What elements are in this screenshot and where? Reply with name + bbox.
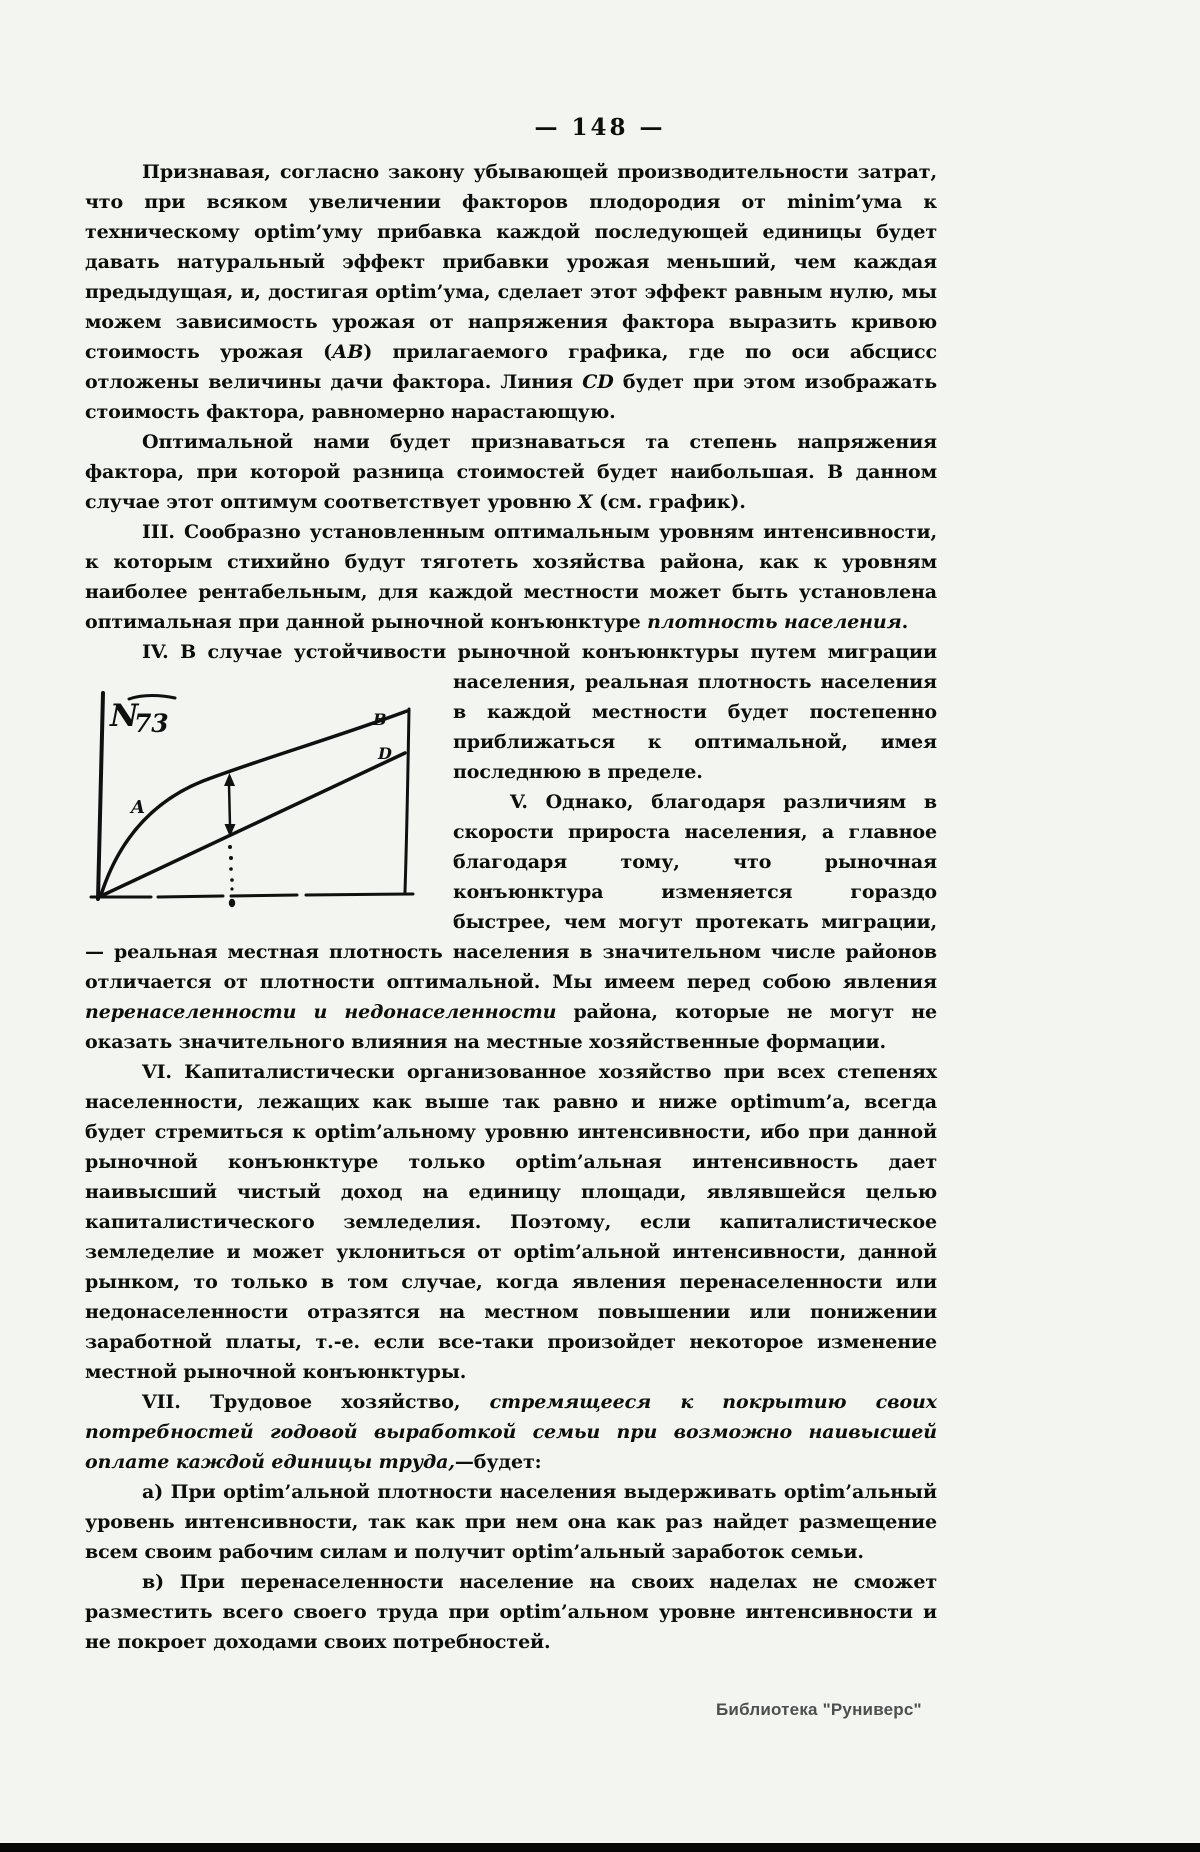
paragraph-text: района, которые не могут не оказать значительного влияния на местные хозяйственные формации. xyxy=(85,1001,937,1053)
paragraph-text: VII. Трудовое хозяйство, xyxy=(142,1391,490,1413)
text-block xyxy=(85,157,937,1657)
max-difference-arrow xyxy=(229,784,230,826)
paragraph-optimum-definition xyxy=(85,427,937,517)
figure-number-n: N xyxy=(110,698,139,734)
figure-73-svg xyxy=(85,679,417,921)
paragraph-text: Признавая, согласно закону убывающей производительности затрат, что при всяком увеличении факторов плодородия от minim’ума к техническому optim’уму прибавка каждой последующей единицы будет давать натуральный эффект прибавки урожая меньший, чем каждая предыдущая, и, достигая optim’ума, сделает этот эффект равным нулю, мы можем зависимость урожая от напряжения фактора выразить кривою стоимость урожая ( xyxy=(85,161,937,363)
paragraph-text: IV. В случае устойчивости рыночной конъюнктуры путем миграции населения, xyxy=(142,641,937,693)
figure-graph xyxy=(85,679,417,921)
paragraph-section-3 xyxy=(85,517,937,637)
paragraph-text: ) прилагаемого графика, где по оси абсцисс отложены величины дачи фактора. Линия xyxy=(85,341,937,393)
x-axis-line xyxy=(91,894,413,897)
paragraph-text: Оптимальной нами будет признаваться та степень напряжения фактора, при которой разница стоимостей будет наибольшая. В данном случае этот оптимум соответствует уровню xyxy=(85,431,937,513)
right-vertical-line xyxy=(405,709,409,892)
population-density-term: плотность населения xyxy=(647,611,902,633)
paragraph-section-7 xyxy=(85,1387,937,1477)
line-label-d: D xyxy=(378,744,392,763)
paragraph-law-of-diminishing-returns xyxy=(85,157,937,427)
cost-line-cd xyxy=(101,753,405,896)
paragraph-text: в) При перенаселенности население на своих наделах не сможет разместить всего своего труда при optim’альном уровне интенсивности и не покроет доходами своих потребностей. xyxy=(85,1571,937,1653)
x-level-reference: X xyxy=(577,491,593,513)
x-point-marker xyxy=(229,899,235,907)
dotted-line-dot xyxy=(228,845,232,849)
curve-ab-reference: АВ xyxy=(332,341,364,363)
dotted-line-dot xyxy=(229,867,233,871)
paragraph-text: —будет: xyxy=(454,1451,542,1473)
paragraph-item-b xyxy=(85,1567,937,1657)
labour-farm-definition: стремящееся к покрытию своих потребностей годовой выработкой семьи при возможно наивысшей оплате каждой единицы труда, xyxy=(85,1391,937,1473)
dotted-line-dot xyxy=(229,856,233,860)
paragraph-text: реальная плотность населения в каждой местности будет постепенно приближаться к оптимальной, имея последнюю в пределе. xyxy=(453,671,937,783)
figure-number-value: 73 xyxy=(134,709,169,738)
paragraph-text: будет при этом изображать стоимость фактора, равномерно нарастающую. xyxy=(85,371,937,423)
arrowhead-up-icon xyxy=(224,773,235,786)
over-under-population-terms: перенаселенности и недонаселенности xyxy=(85,1001,557,1023)
paragraph-text: а) При optim’альной плотности населения выдерживать optim’альный уровень интенсивности, так как при нем она как раз найдет размещение всем своим рабочим силам и получит optim’альный заработок семьи. xyxy=(85,1481,937,1563)
yield-curve-ab xyxy=(101,711,407,895)
library-watermark: Библиотека "Руниверс" xyxy=(716,1700,922,1719)
curve-label-b: B xyxy=(373,710,387,729)
paragraph-item-a xyxy=(85,1477,937,1567)
paragraph-section-6 xyxy=(85,1057,937,1387)
dotted-line-dot xyxy=(230,878,234,882)
dotted-line-dot xyxy=(230,887,233,890)
paragraph-text: . xyxy=(901,611,909,633)
curve-label-a: A xyxy=(131,797,145,818)
paragraph-text: III. Сообразно установленным оптимальным уровням интенсивности, к которым стихийно будут тяготеть хозяйства района, как к уровням наиболее рентабельным, для каждой местности может быть установлена оптимальная при данной рыночной конъюнктуре xyxy=(85,521,937,633)
y-axis-line xyxy=(98,693,103,899)
line-cd-reference: CD xyxy=(582,371,614,393)
paragraph-text: V. Однако, благодаря различиям в скорости прироста населения, а главное благодаря тому, что рыночная конъюнктура изменяется гораздо быстрее, чем могут протекать миграции, — реальная местная плотность населения в значительном числе районов отличается от плотности оптимальной. Мы имеем перед собою явления xyxy=(85,791,937,993)
paragraph-text: VI. Капиталистически организованное хозяйство при всех степенях населенности, лежащих как выше так равно и ниже optimum’а, всегда будет стремиться к optim’альному уровню интенсивности, ибо при данной рыночной конъюнктуре только optim’альная интенсивность дает наивысший чистый доход на единицу площади, являвшейся целью капиталистического земледелия. Поэтому, если капиталистическое земледелие и может уклониться от optim’альной интенсивности, данной рынком, то только в том случае, когда явления перенаселенности или недонаселенности отразятся на местном повышении или понижении заработной платы, т.-е. если все-таки произойдет некоторое изменение местной рыночной конъюнктуры. xyxy=(85,1061,937,1383)
page-number: — 148 — xyxy=(534,114,666,141)
paragraph-section-4 xyxy=(85,637,937,818)
paragraph-text: (см. график). xyxy=(592,491,746,513)
scan-bottom-bar xyxy=(0,1843,1200,1852)
